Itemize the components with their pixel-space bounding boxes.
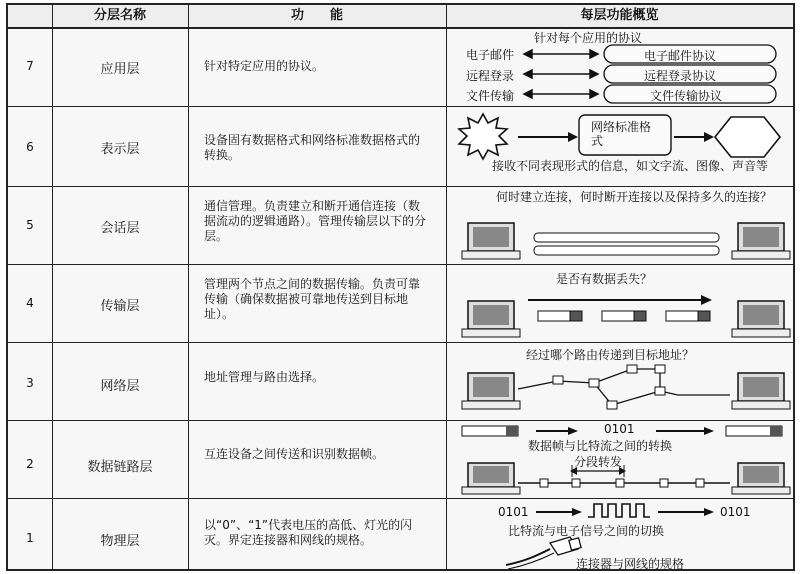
layer-number: 7 (26, 59, 34, 73)
bitstream-label: 0101 (604, 422, 635, 436)
transport-diagram (446, 265, 797, 343)
app-label: 文件传输 (466, 89, 515, 103)
figure-caption: 比特流与电子信号之间的切换 (508, 524, 665, 538)
presentation-layer-figure (446, 107, 797, 186)
bitstream-label: 0101 (498, 505, 529, 519)
format-box-label: 网络标准格式 (591, 120, 652, 148)
connector-caption: 连接器与网线的规格 (576, 557, 685, 571)
protocol-label: 电子邮件协议 (644, 49, 717, 63)
physical-layer-figure (446, 499, 797, 573)
figure-caption: 针对每个应用的协议 (534, 31, 643, 45)
computer-icon (462, 373, 520, 409)
computer-icon (732, 373, 790, 409)
osi-layers-table (6, 3, 795, 571)
layer-name: 会话层 (100, 221, 140, 236)
app-label: 电子邮件 (466, 48, 515, 62)
segment-forwarding-label: 分段转发 (574, 455, 623, 469)
computer-icon (732, 223, 790, 259)
data-link-layer-figure (446, 421, 797, 498)
figure-caption: 何时建立连接，何时断开连接以及保持多久的连接？ (496, 190, 773, 204)
layer-number: 2 (26, 457, 34, 471)
session-diagram (446, 187, 797, 265)
layer-name: 数据链路层 (87, 460, 153, 475)
table-header (8, 5, 793, 29)
layer-number: 4 (26, 296, 34, 310)
computer-icon (732, 301, 790, 337)
table-row (8, 343, 793, 421)
layer-function: 以“0”、“1”代表电压的高低、灯光的闪灭。界定连接器和网线的规格。 (204, 518, 413, 547)
hexagon-icon (715, 117, 780, 157)
layer-function: 通信管理。负责建立和断开通信连接（数据流动的逻辑通路）。管理传输层以下的分层。 (204, 199, 427, 243)
routing-diagram (446, 343, 797, 421)
table-row (8, 187, 793, 265)
computer-icon (732, 463, 790, 494)
layer-name: 表示层 (100, 142, 140, 157)
bitstream-label: 0101 (720, 505, 751, 519)
header-overview: 每层功能概览 (580, 8, 659, 23)
layer-number: 3 (26, 376, 34, 390)
header-layer-name: 分层名称 (93, 8, 146, 23)
figure-caption: 数据帧与比特流之间的转换 (528, 439, 673, 453)
square-wave-icon (588, 504, 650, 517)
computer-icon (462, 301, 520, 337)
header-function: 功 能 (290, 8, 343, 23)
layer-function: 设备固有数据格式和网络标准数据格式的转换。 (204, 133, 421, 162)
layer-name: 物理层 (100, 534, 140, 549)
table-row (8, 107, 793, 187)
computer-icon (462, 223, 520, 259)
table-row (8, 421, 793, 499)
transport-layer-figure (446, 265, 797, 342)
layer-number: 6 (26, 140, 34, 154)
app-label: 远程登录 (466, 69, 515, 83)
starburst-icon (459, 114, 507, 159)
layer-name: 传输层 (100, 299, 140, 314)
figure-caption: 经过哪个路由传递到目标地址？ (526, 348, 695, 362)
protocol-label: 远程登录协议 (644, 69, 717, 83)
network-layer-figure (446, 343, 797, 420)
protocol-label: 文件传输协议 (650, 89, 723, 103)
table-row (8, 499, 793, 573)
figure-caption: 是否有数据丢失？ (556, 272, 653, 286)
layer-number: 1 (26, 531, 34, 545)
table-row (8, 265, 793, 343)
session-layer-figure (446, 187, 797, 264)
layer-function: 针对特定应用的协议。 (204, 59, 325, 73)
layer-name: 网络层 (100, 379, 140, 394)
layer-function: 互连设备之间传送和识别数据帧。 (204, 447, 385, 461)
figure-caption: 接收不同表现形式的信息，如文字流、图像、声音等 (492, 159, 769, 173)
table-row (8, 27, 793, 107)
layer-number: 5 (26, 218, 34, 232)
application-layer-figure (446, 27, 797, 106)
layer-name: 应用层 (100, 62, 140, 77)
computer-icon (462, 463, 520, 494)
connector-cable-icon (506, 537, 581, 569)
layer-function: 地址管理与路由选择。 (204, 370, 325, 384)
layer-function: 管理两个节点之间的数据传输。负责可靠传输（确保数据被可靠地传送到目标地址）。 (204, 277, 421, 321)
protocol-arrows (446, 27, 797, 107)
